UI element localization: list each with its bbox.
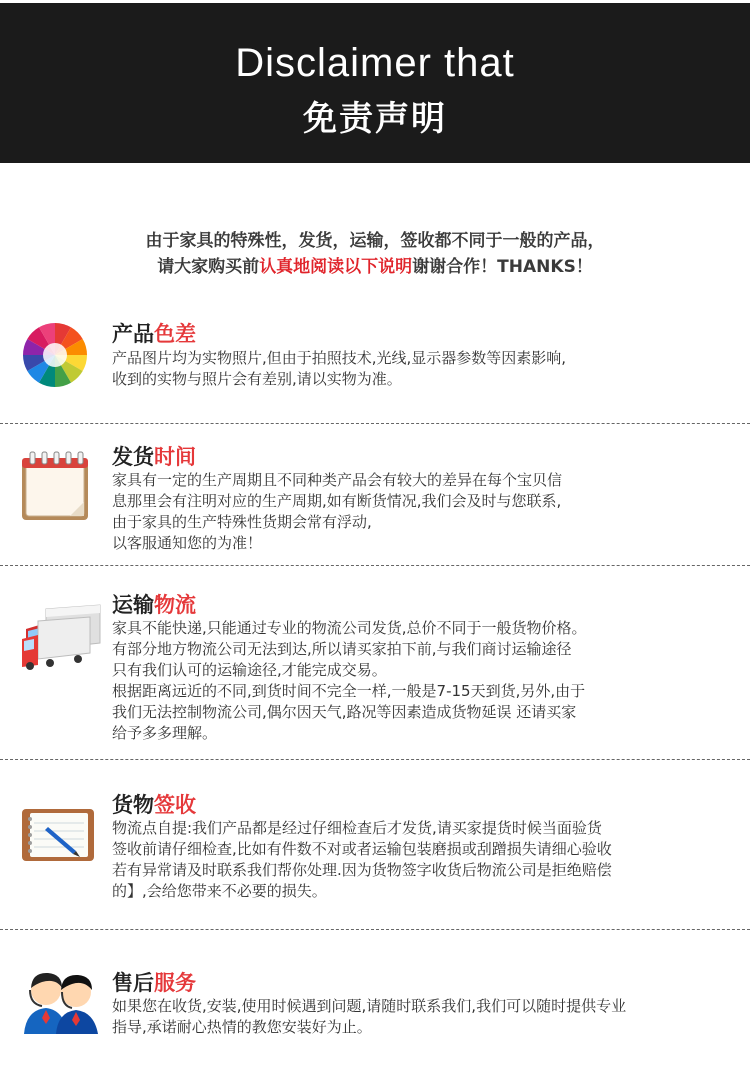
section-body bbox=[112, 470, 712, 554]
section-body bbox=[112, 818, 712, 902]
section-title-highlight: 时间 bbox=[154, 445, 196, 469]
section-title bbox=[112, 789, 196, 819]
section-title-highlight: 签收 bbox=[154, 793, 196, 817]
intro-line-2-highlight: 认真地阅读以下说明 bbox=[259, 257, 413, 277]
intro-line-1: 由于家具的特殊性，发货，运输，签收都不同于一般的产品， bbox=[145, 231, 605, 251]
body-line: 只有我们认可的运输途径,才能完成交易。 bbox=[112, 661, 387, 679]
body-line: 若有异常请及时联系我们帮你处理.因为货物签字收货后物流公司是拒绝赔偿 bbox=[112, 861, 612, 879]
section-body bbox=[112, 348, 712, 390]
intro-line-2-prefix: 请大家购买前 bbox=[157, 257, 260, 277]
intro-line-2-suffix: 谢谢合作！THANKS！ bbox=[412, 257, 593, 277]
body-line: 息那里会有注明对应的生产周期,如有断货情况,我们会及时与您联系, bbox=[112, 492, 562, 510]
body-line: 的】,会给您带来不必要的损失。 bbox=[112, 882, 327, 900]
calendar-icon bbox=[18, 448, 96, 526]
truck-icon bbox=[20, 603, 104, 681]
section-title bbox=[112, 318, 196, 348]
body-line: 以客服通知您的为准！ bbox=[112, 534, 263, 552]
body-line: 由于家具的生产特殊性货期会常有浮动, bbox=[112, 513, 372, 531]
section-divider bbox=[0, 423, 750, 424]
section-title-prefix: 货物 bbox=[112, 793, 154, 817]
section-title bbox=[112, 589, 196, 619]
section-title-prefix: 售后 bbox=[112, 971, 154, 995]
notebook-pen-icon bbox=[18, 805, 96, 883]
section-title-prefix: 发货 bbox=[112, 445, 154, 469]
intro-text bbox=[0, 228, 750, 280]
intro-line-2 bbox=[0, 254, 750, 280]
section-body bbox=[112, 618, 712, 744]
customer-service-icon bbox=[18, 964, 102, 1042]
body-line: 家具不能快递,只能通过专业的物流公司发货,总价不同于一般货物价格。 bbox=[112, 619, 587, 637]
body-line: 如果您在收货,安装,使用时候遇到问题,请随时联系我们,我们可以随时提供专业 bbox=[112, 997, 627, 1015]
section-title-highlight: 色差 bbox=[154, 322, 196, 346]
section-title bbox=[112, 441, 196, 471]
body-line: 给予多多理解。 bbox=[112, 724, 218, 742]
body-line: 指导,承诺耐心热情的教您安装好为止。 bbox=[112, 1018, 372, 1036]
body-line: 我们无法控制物流公司,偶尔因天气,路况等因素造成货物延误 还请买家 bbox=[112, 703, 577, 721]
section-title-prefix: 运输 bbox=[112, 593, 154, 617]
body-line: 物流点自提:我们产品都是经过仔细检查后才发货,请买家提货时候当面验货 bbox=[112, 819, 602, 837]
section-divider bbox=[0, 565, 750, 566]
header-banner bbox=[0, 3, 750, 163]
section-title-highlight: 服务 bbox=[154, 971, 196, 995]
section-title bbox=[112, 967, 196, 997]
section-divider bbox=[0, 759, 750, 760]
header-title-cn: 免责声明 bbox=[303, 99, 447, 139]
body-line: 签收前请仔细检查,比如有件数不对或者运输包装磨损或刮蹭损失请细心验收 bbox=[112, 840, 612, 858]
section-body bbox=[112, 996, 712, 1038]
body-line: 产品图片均为实物照片,但由于拍照技术,光线,显示器参数等因素影响, bbox=[112, 349, 567, 367]
body-line: 有部分地方物流公司无法到达,所以请买家拍下前,与我们商讨运输途径 bbox=[112, 640, 572, 658]
body-line: 家具有一定的生产周期且不同种类产品会有较大的差异在每个宝贝信 bbox=[112, 471, 563, 489]
body-line: 收到的实物与照片会有差别,请以实物为准。 bbox=[112, 370, 402, 388]
section-divider bbox=[0, 929, 750, 930]
header-title-en: Disclaimer that bbox=[235, 41, 515, 85]
color-wheel-icon bbox=[18, 318, 96, 396]
section-title-highlight: 物流 bbox=[154, 593, 196, 617]
section-title-prefix: 产品 bbox=[112, 322, 154, 346]
body-line: 根据距离远近的不同,到货时间不完全一样,一般是7-15天到货,另外,由于 bbox=[112, 682, 586, 700]
